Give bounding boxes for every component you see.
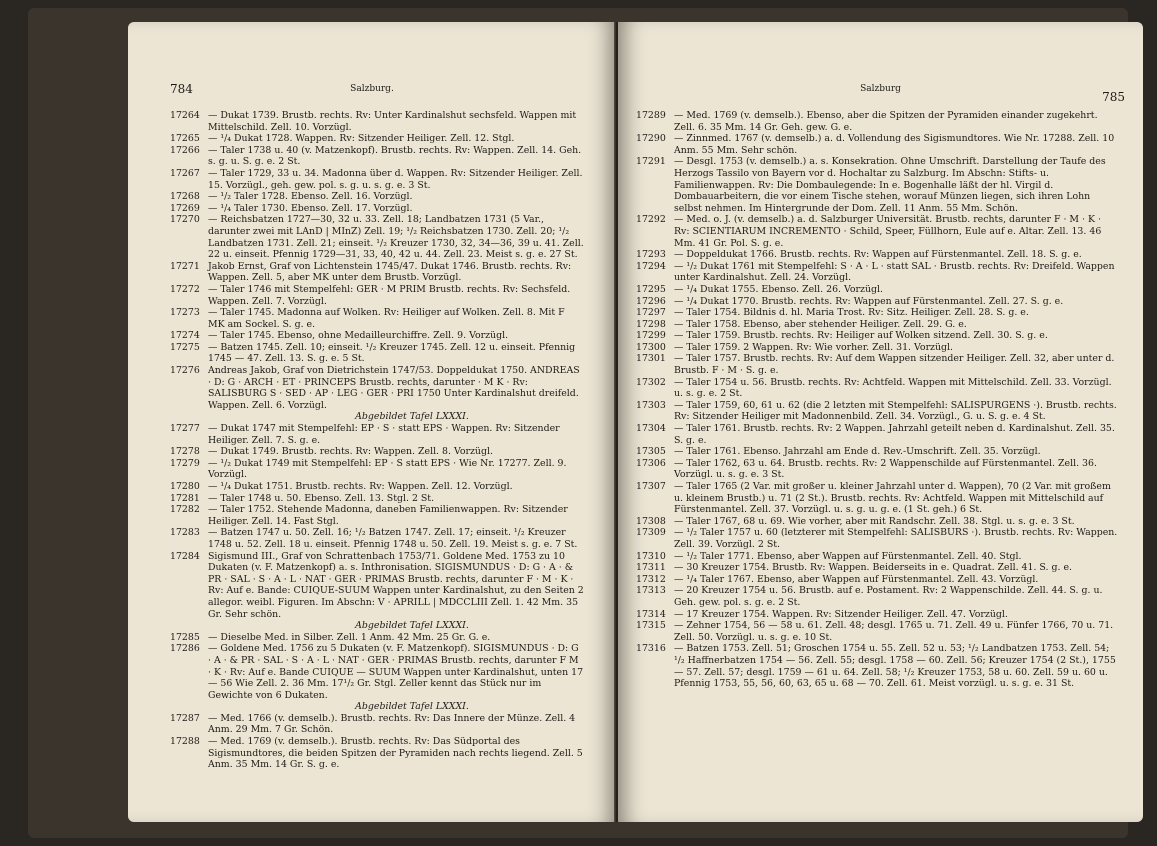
lot-number: 17301: [636, 353, 666, 365]
lot-description: — Med. 1766 (v. demselb.). Brustb. rechts. Rv: Das Innere der Münze. Zell. 4 Anm. 29 Mm. 7 Gr. Schön.: [208, 712, 576, 736]
catalog-entry: [128, 145, 616, 168]
catalog-entry: [128, 284, 616, 307]
catalog-entry: [128, 342, 616, 365]
lot-description: — 30 Kreuzer 1754. Brustb. Rv: Wappen. Beiderseits in e. Quadrat. Zell. 41. S. g. e.: [674, 562, 1072, 574]
catalog-entry: [128, 736, 616, 771]
lot-number: 17282: [170, 504, 200, 516]
left-entries-list: [128, 110, 616, 771]
lot-description: Andreas Jakob, Graf von Dietrichstein 1747/53. Doppeldukat 1750. ANDREAS · D: G · ARCH · ET · PRINCEPS Brustb. rechts, darunter · M K · Rv: SALISBURG S · SED · AP · LEG · GER · PRI 1750 Unter Kardinalshut dreifeld. Wappen. Zell. 6. Vorzügl.: [208, 365, 580, 411]
catalog-entry: [618, 551, 1143, 563]
catalog-entry: [618, 284, 1143, 296]
plate-caption: Abgebildet Tafel LXXXI.: [355, 411, 469, 423]
lot-number: 17313: [636, 585, 666, 597]
lot-number: 17286: [170, 643, 200, 655]
right-entries-list: [618, 110, 1143, 690]
lot-description: — Goldene Med. 1756 zu 5 Dukaten (v. F. Matzenkopf). SIGISMUNDUS · D: G · A · & PR · SAL · S · A · L · NAT · GER · PRIMAS Brustb. rechts, darunter F M · K · Rv: Auf e. Bande CUIQUE — SUUM Wappen unter Kardinalshut, unten 17 — 56 Wie Zell. 2. 36 Mm. 17¹/₂ Gr. Stgl. Zeller kennt das Stück nur im Gewichte von 6 Dukaten.: [208, 643, 584, 701]
lot-description: — Taler 1759, 60, 61 u. 62 (die 2 letzten mit Stempelfehl: SALISPURGENS ·). Brustb. rechts. Rv: Sitzender Heiliger mit Madonnenbild. Zell. 34. Vorzügl., G. u. S. g. e. 4 St.: [674, 399, 1117, 423]
lot-description: — Taler 1746 mit Stempelfehl: GER · M PRIM Brustb. rechts. Rv: Sechsfeld. Wappen. Zell. 7. Vorzügl.: [208, 283, 571, 307]
left-page: [128, 22, 616, 822]
catalog-entry: [618, 400, 1143, 423]
lot-description: — Batzen 1753. Zell. 51; Groschen 1754 u. 55. Zell. 52 u. 53; ¹/₂ Landbatzen 1753. Zell. 54; ¹/₂ Haffnerbatzen 1754 — 56. Zell. 55; desgl. 1758 — 60. Zell. 56; Kreuzer 1754 (2 St.), 1755 — 57. Zell. 57; desgl. 1759 — 61 u. 64. Zell. 58; ¹/₂ Kreuzer 1753, 58 u. 60. Zell. 59 u. 60 u. Pfennig 1753, 55, 56, 60, 63, 65 u. 68 — 70. Zell. 61. Meist vorzügl. u. s. g. e. 31 St.: [674, 643, 1116, 690]
catalog-entry: [618, 481, 1143, 516]
page-number-right: 785: [1102, 90, 1125, 104]
lot-number: 17269: [170, 202, 200, 214]
catalog-entry: [618, 296, 1143, 308]
lot-number: 17283: [170, 527, 200, 539]
lot-number: 17274: [170, 330, 200, 342]
lot-number: 17264: [170, 110, 200, 121]
lot-description: — Dukat 1747 mit Stempelfehl: EP · S · statt EPS · Wappen. Rv: Sitzender Heiliger. Zell. 7. S. g. e.: [208, 423, 560, 446]
catalog-entry: [618, 620, 1143, 643]
catalog-entry: [618, 643, 1143, 689]
lot-description: — Taler 1729, 33 u. 34. Madonna über d. Wappen. Rv: Sitzender Heiliger. Zell. 15. Vorzügl., geh. gew. pol. s. g. u. s. g. e. 3 St.: [208, 167, 583, 191]
lot-number: 17310: [636, 550, 666, 562]
catalog-entry: [618, 110, 1143, 133]
lot-number: 17316: [636, 643, 666, 655]
lot-number: 17273: [170, 307, 200, 319]
lot-number: 17304: [636, 423, 666, 435]
lot-description: — Doppeldukat 1766. Brustb. rechts. Rv: Wappen auf Fürstenmantel. Zell. 18. S. g. e.: [674, 249, 1082, 261]
lot-number: 17289: [636, 110, 666, 121]
lot-number: 17287: [170, 712, 200, 724]
lot-description: — ¹/₂ Taler 1728. Ebenso. Zell. 16. Vorzügl.: [208, 191, 413, 203]
lot-description: — ¹/₂ Dukat 1761 mit Stempelfehl: S · A · L · statt SAL · Brustb. rechts. Rv: Dreifeld. Wappen unter Kardinalshut. Zell. 24. Vorzügl.: [674, 260, 1115, 284]
lot-number: 17306: [636, 457, 666, 469]
lot-number: 17309: [636, 527, 666, 539]
lot-number: 17296: [636, 295, 666, 307]
lot-description: — Med. o. J. (v. demselb.) a. d. Salzburger Universität. Brustb. rechts, darunter F · M · K · Rv: SCIENTIARUM INCREMENTO · Schild, Speer, Füllhorn, Eule auf e. Altar. Zell. 13. 46 Mm. 41 Gr. Pol. S. g. e.: [674, 214, 1102, 249]
lot-description: — Dukat 1749. Brustb. rechts. Rv: Wappen. Zell. 8. Vorzügl.: [208, 446, 493, 458]
lot-description: — ¹/₄ Dukat 1751. Brustb. rechts. Rv: Wappen. Zell. 12. Vorzügl.: [208, 481, 513, 492]
catalog-entry: [128, 527, 616, 550]
lot-number: 17297: [636, 307, 666, 319]
catalog-entry: [128, 261, 616, 284]
lot-description: — Taler 1767, 68 u. 69. Wie vorher, aber mit Randschr. Zell. 38. Stgl. u. s. g. e. 3 St.: [674, 515, 1075, 527]
lot-description: — Taler 1752. Stehende Madonna, daneben Familienwappen. Rv: Sitzender Heiliger. Zell. 14. Fast Stgl.: [208, 504, 568, 527]
lot-description: — Taler 1754. Bildnis d. hl. Maria Trost. Rv: Sitz. Heiliger. Zell. 28. S. g. e.: [674, 307, 1029, 319]
catalog-entry: [128, 203, 616, 215]
running-head-left: Salzburg.: [350, 84, 394, 94]
lot-description: — ¹/₂ Taler 1771. Ebenso, aber Wappen auf Fürstenmantel. Zell. 40. Stgl.: [674, 550, 1022, 562]
lot-description: — Taler 1745. Madonna auf Wolken. Rv: Heiliger auf Wolken. Zell. 8. Mit F MK am Sockel. S. g. e.: [208, 307, 565, 330]
catalog-entry: [618, 319, 1143, 331]
lot-description: — Taler 1757. Brustb. rechts. Rv: Auf dem Wappen sitzender Heiliger. Zell. 32, aber unter d. Brustb. F · M · S. g. e.: [674, 353, 1115, 377]
lot-description: Sigismund III., Graf von Schrattenbach 1753/71. Goldene Med. 1753 zu 10 Dukaten (v. F. Matzenkopf) a. s. Inthronisation. SIGISMUNDUS · D: G · A · & PR · SAL · S · A · L · NAT · GER · PRIMAS Brustb. rechts, darunter F · M · K · Rv: Auf e. Bande: CUIQUE-SUUM Wappen unter Kardinalshut, zu den Seiten 2 allegor. weibl. Figuren. Im Abschn: V · APRILL | MDCCLIII Zell. 1. 42 Mm. 35 Gr. Sehr schön.: [208, 550, 584, 620]
lot-number: 17279: [170, 457, 200, 469]
lot-number: 17288: [170, 736, 200, 748]
lot-number: 17308: [636, 515, 666, 527]
lot-number: 17275: [170, 341, 200, 353]
catalog-entry: [128, 551, 616, 621]
catalog-entry: [618, 516, 1143, 528]
lot-description: — Taler 1762, 63 u. 64. Brustb. rechts. Rv: 2 Wappenschilde auf Fürstenmantel. Zell. 36. Vorzügl. u. s. g. e. 3 St.: [674, 457, 1097, 481]
lot-number: 17302: [636, 376, 666, 388]
lot-description: — Taler 1758. Ebenso, aber stehender Heiliger. Zell. 29. G. e.: [674, 318, 967, 330]
lot-number: 17312: [636, 573, 666, 585]
lot-description: — Desgl. 1753 (v. demselb.) a. s. Konsekration. Ohne Umschrift. Darstellung der Taufe des Herzogs Tassilo von Bayern vor d. Hochaltar zu Salzburg. Im Abschn: Stifts- u. Familienwappen. Rv: Die Dombaulegende: In e. Bogenhalle läßt der hl. Virgil d. Dombauarbeitern, die vor einem Tische stehen, worauf Münzen liegen, sich ihren Lohn selbst nehmen. Im Hintergrunde der Dom. Zell. 11 Anm. 55 Mm. Schön.: [674, 156, 1106, 214]
catalog-entry: [128, 493, 616, 505]
lot-description: — Taler 1748 u. 50. Ebenso. Zell. 13. Stgl. 2 St.: [208, 492, 435, 504]
catalog-entry: [128, 133, 616, 145]
lot-number: 17311: [636, 562, 666, 574]
lot-number: 17284: [170, 550, 200, 562]
lot-number: 17291: [636, 156, 666, 168]
right-page-header: [618, 82, 1143, 104]
catalog-entry: [618, 342, 1143, 354]
lot-number: 17270: [170, 214, 200, 226]
lot-description: — Dukat 1739. Brustb. rechts. Rv: Unter Kardinalshut sechsfeld. Wappen mit Mittelschild. Zell. 10. Vorzügl.: [208, 110, 577, 133]
lot-description: — Dieselbe Med. in Silber. Zell. 1 Anm. 42 Mm. 25 Gr. G. e.: [208, 631, 491, 643]
lot-number: 17314: [636, 608, 666, 620]
catalog-entry: [128, 481, 616, 493]
lot-description: — Batzen 1745. Zell. 10; einseit. ¹/₂ Kreuzer 1745. Zell. 12 u. einseit. Pfennig 1745 — 47. Zell. 13. S. g. e. 5 St.: [208, 341, 576, 365]
lot-description: — ¹/₂ Dukat 1749 mit Stempelfehl: EP · S statt EPS · Wie Nr. 17277. Zell. 9. Vorzügl.: [208, 457, 567, 481]
lot-number: 17290: [636, 133, 666, 145]
lot-number: 17305: [636, 446, 666, 458]
catalog-entry: [618, 585, 1143, 608]
catalog-entry: [128, 713, 616, 736]
catalog-entry: [128, 423, 616, 446]
page-number-left: 784: [170, 82, 193, 96]
catalog-entry: [618, 609, 1143, 621]
lot-description: — Taler 1765 (2 Var. mit großer u. kleiner Jahrzahl unter d. Wappen), 70 (2 Var. mit großem u. kleinem Brustb.) u. 71 (2 St.). Brustb. rechts. Rv: Achtfeld. Wappen mit Mittelschild auf Fürstenmantel. Zell. 37. Vorzügl. u. s. g. u. g. e. (1 St. geh.) 6 St.: [674, 481, 1111, 516]
right-page: [618, 22, 1143, 822]
catalog-entry: [128, 504, 616, 527]
catalog-entry: [618, 330, 1143, 342]
catalog-entry: [618, 562, 1143, 574]
lot-description: — ¹/₄ Dukat 1728. Wappen. Rv: Sitzender Heiliger. Zell. 12. Stgl.: [208, 133, 515, 145]
lot-number: 17280: [170, 481, 200, 492]
catalog-entry: [618, 214, 1143, 249]
lot-description: — 20 Kreuzer 1754 u. 56. Brustb. auf e. Postament. Rv: 2 Wappenschilde. Zell. 44. S. g. u. Geh. gew. pol. s. g. e. 2 St.: [674, 585, 1103, 608]
lot-description: — ¹/₂ Taler 1757 u. 60 (letzterer mit Stempelfehl: SALISBURS ·). Brustb. rechts. Rv: Wappen. Zell. 39. Vorzügl. 2 St.: [674, 527, 1118, 550]
lot-number: 17268: [170, 191, 200, 203]
lot-number: 17281: [170, 492, 200, 504]
lot-description: — Med. 1769 (v. demselb.). Brustb. rechts. Rv: Das Südportal des Sigismundtores, die beiden Spitzen der Pyramiden nach rechts liegend. Zell. 5 Anm. 35 Mm. 14 Gr. S. g. e.: [208, 736, 583, 771]
catalog-entry: [618, 377, 1143, 400]
lot-number: 17300: [636, 341, 666, 353]
catalog-entry: [618, 423, 1143, 446]
lot-number: 17278: [170, 446, 200, 458]
lot-description: — Taler 1761. Brustb. rechts. Rv: 2 Wappen. Jahrzahl geteilt neben d. Kardinalshut. Zell. 35. S. g. e.: [674, 423, 1115, 446]
lot-number: 17315: [636, 620, 666, 632]
lot-description: Jakob Ernst, Graf von Lichtenstein 1745/47. Dukat 1746. Brustb. rechts. Rv: Wappen. Zell. 5, aber MK unter dem Brustb. Vorzügl.: [208, 260, 572, 284]
lot-number: 17272: [170, 283, 200, 295]
catalog-entry: [128, 643, 616, 701]
catalog-entry: [618, 353, 1143, 376]
catalog-entry: [128, 307, 616, 330]
lot-number: 17285: [170, 631, 200, 643]
lot-number: 17266: [170, 144, 200, 156]
lot-number: 17265: [170, 133, 200, 145]
catalog-entry: [128, 168, 616, 191]
lot-number: 17298: [636, 318, 666, 330]
lot-description: — Taler 1759. 2 Wappen. Rv: Wie vorher. Zell. 31. Vorzügl.: [674, 341, 954, 353]
lot-number: 17292: [636, 214, 666, 226]
lot-number: 17276: [170, 365, 200, 377]
open-book: [28, 8, 1128, 838]
lot-number: 17299: [636, 330, 666, 342]
lot-description: — 17 Kreuzer 1754. Wappen. Rv: Sitzender Heiliger. Zell. 47. Vorzügl.: [674, 608, 1008, 620]
catalog-entry: [128, 632, 616, 644]
catalog-entry: [128, 458, 616, 481]
plate-caption: Abgebildet Tafel LXXXI.: [355, 701, 469, 713]
catalog-entry: [128, 446, 616, 458]
lot-description: — Taler 1738 u. 40 (v. Matzenkopf). Brustb. rechts. Rv: Wappen. Zell. 14. Geh. s. g. u. S. g. e. 2 St.: [208, 144, 582, 168]
catalog-entry: [618, 574, 1143, 586]
catalog-entry: [618, 446, 1143, 458]
plate-caption: Abgebildet Tafel LXXXI.: [355, 620, 469, 632]
catalog-entry: [128, 110, 616, 133]
lot-number: 17295: [636, 283, 666, 295]
catalog-entry: [618, 249, 1143, 261]
lot-description: — Med. 1769 (v. demselb.). Ebenso, aber die Spitzen der Pyramiden einander zugekehrt. Zell. 6. 35 Mm. 14 Gr. Geh. gew. G. e.: [674, 110, 1098, 133]
catalog-entry: [128, 365, 616, 411]
lot-number: 17293: [636, 249, 666, 261]
lot-description: — Zinnmed. 1767 (v. demselb.) a. d. Vollendung des Sigismundtores. Wie Nr. 17288. Zell. 10 Anm. 55 Mm. Sehr schön.: [674, 133, 1115, 156]
lot-description: — Taler 1761. Ebenso. Jahrzahl am Ende d. Rev.-Umschrift. Zell. 35. Vorzügl.: [674, 446, 1041, 458]
lot-number: 17271: [170, 260, 200, 272]
lot-description: — Taler 1759. Brustb. rechts. Rv: Heiliger auf Wolken sitzend. Zell. 30. S. g. e.: [674, 330, 1048, 342]
left-page-header: [128, 82, 616, 100]
catalog-entry: [618, 133, 1143, 156]
running-head-right: Salzburg: [860, 84, 901, 94]
lot-number: 17267: [170, 167, 200, 179]
catalog-entry: [618, 458, 1143, 481]
lot-number: 17303: [636, 399, 666, 411]
lot-description: — ¹/₄ Dukat 1770. Brustb. rechts. Rv: Wappen auf Fürstenmantel. Zell. 27. S. g. e.: [674, 295, 1064, 307]
lot-description: — Taler 1745. Ebenso, ohne Medailleurchiffre. Zell. 9. Vorzügl.: [208, 330, 509, 342]
lot-description: — Batzen 1747 u. 50. Zell. 16; ¹/₂ Batzen 1747. Zell. 17; einseit. ¹/₂ Kreuzer 1748 u. 52. Zell. 18 u. einseit. Pfennig 1748 u. 50. Zell. 19. Meist s. g. e. 7 St.: [208, 527, 578, 550]
lot-number: 17307: [636, 481, 666, 492]
catalog-entry: [128, 214, 616, 260]
catalog-entry: [618, 156, 1143, 214]
lot-description: — ¹/₄ Taler 1767. Ebenso, aber Wappen auf Fürstenmantel. Zell. 43. Vorzügl.: [674, 573, 1039, 585]
lot-description: — ¹/₄ Taler 1730. Ebenso. Zell. 17. Vorzügl.: [208, 202, 413, 214]
lot-description: — Zehner 1754, 56 — 58 u. 61. Zell. 48; desgl. 1765 u. 71. Zell. 49 u. Fünfer 1766, 70 u. 71. Zell. 50. Vorzügl. u. s. g. e. 10 St.: [674, 620, 1114, 643]
catalog-entry: [128, 191, 616, 203]
catalog-entry: [618, 261, 1143, 284]
lot-number: 17277: [170, 423, 200, 435]
lot-description: — Reichsbatzen 1727—30, 32 u. 33. Zell. 18; Landbatzen 1731 (5 Var., darunter zwei mit LAnD | MInZ) Zell. 19; ¹/₂ Reichsbatzen 1730. Zell. 20; ¹/₂ Landbatzen 1731. Zell. 21; einseit. ¹/₂ Kreuzer 1730, 32, 34—36, 39 u. 41. Zell. 22 u. einseit. Pfennig 1729—31, 33, 40, 42 u. 44. Zell. 23. Meist s. g. e. 27 St.: [208, 214, 584, 261]
catalog-entry: [128, 330, 616, 342]
catalog-entry: [618, 527, 1143, 550]
lot-description: — ¹/₄ Dukat 1755. Ebenso. Zell. 26. Vorzügl.: [674, 283, 883, 295]
lot-number: 17294: [636, 260, 666, 272]
lot-description: — Taler 1754 u. 56. Brustb. rechts. Rv: Achtfeld. Wappen mit Mittelschild. Zell. 33. Vorzügl. u. s. g. e. 2 St.: [674, 376, 1112, 400]
catalog-entry: [618, 307, 1143, 319]
